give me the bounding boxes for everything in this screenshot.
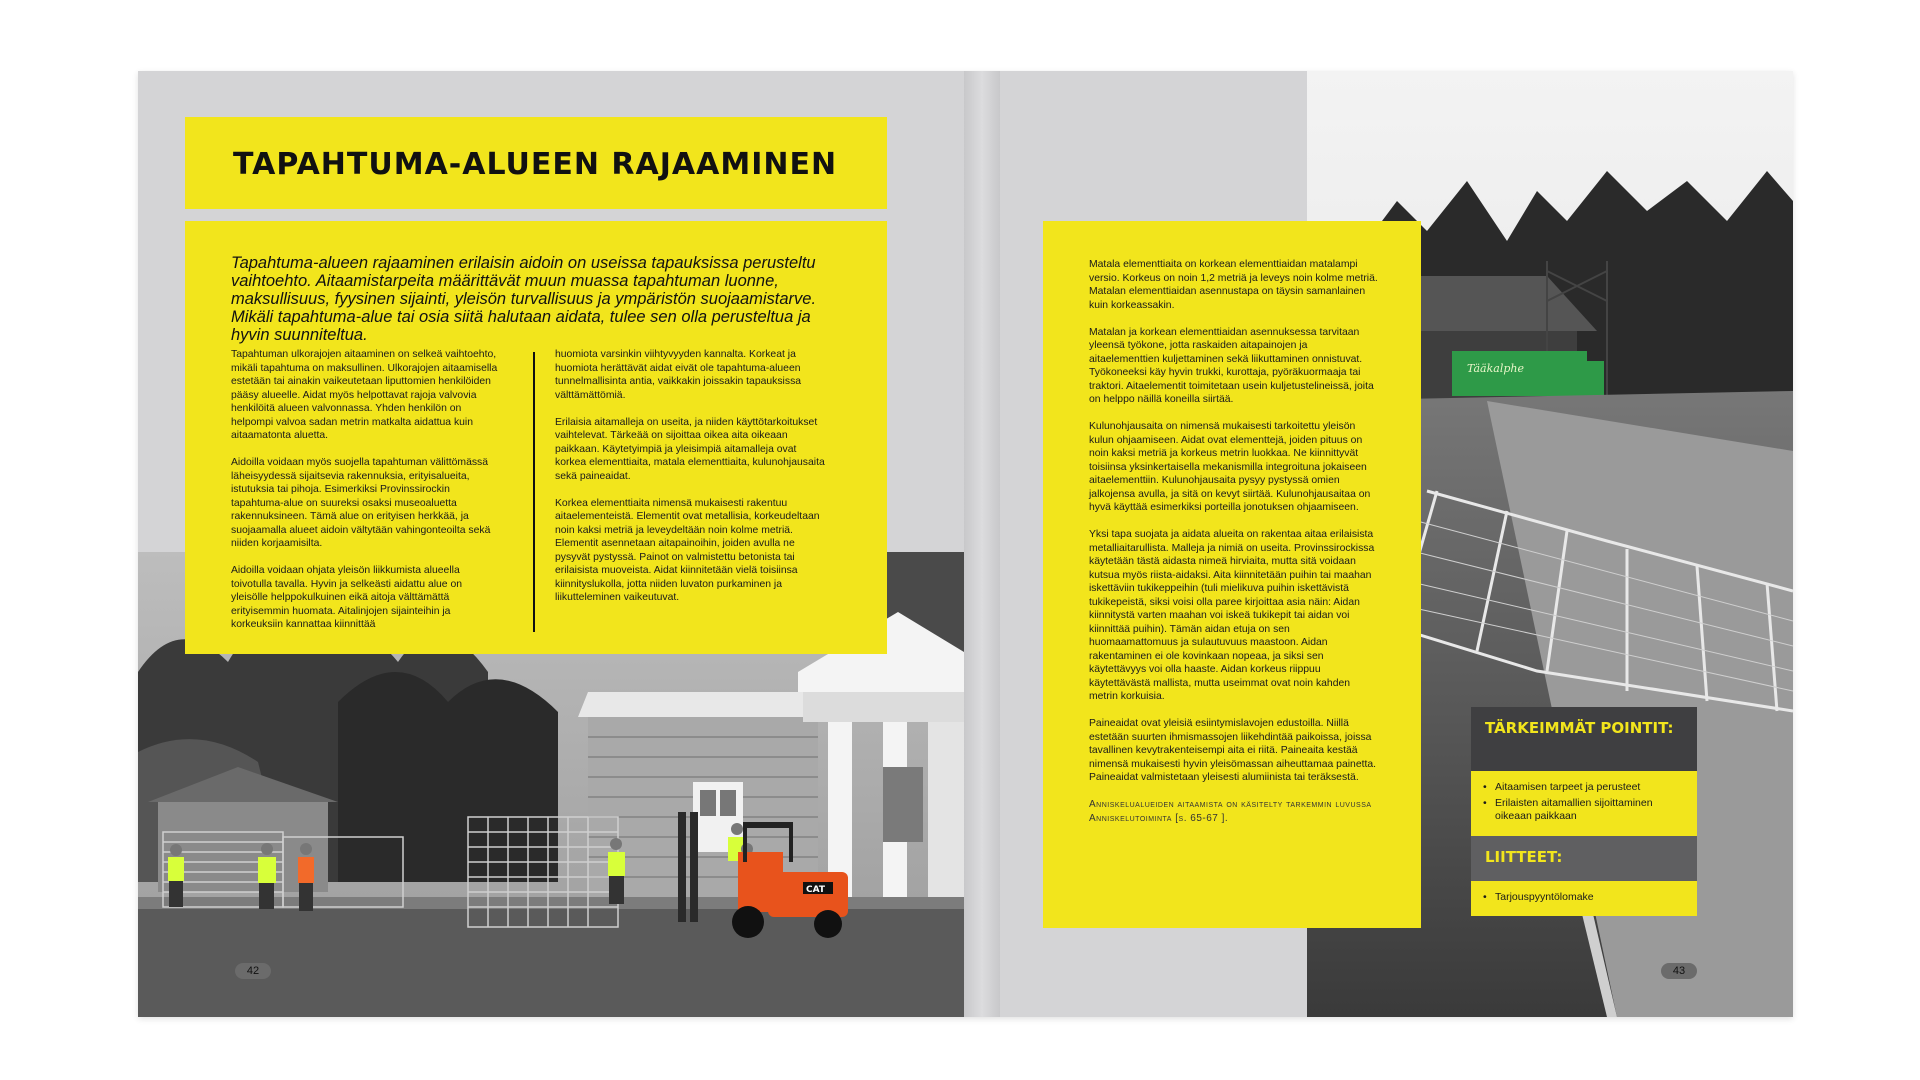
body-paragraph: huomiota varsinkin viihtyvyyden kannalta. Korkeat ja huomiota herättävät aidat eivät ole tapahtuma-alueen tunnelmallisinta antia, vaikkakin joissakin tapauksissa välttämättömiä. — [555, 349, 802, 401]
body-paragraph: Tapahtuman ulkorajojen aitaaminen on selkeä vaihtoehto, mikäli tapahtuma on maksullinen. Ulkorajojen aitaamisella estetään tai ainakin vaikeutetaan liputtomien henkilöiden pääsy alueelle. Aidat myös helpottavat rajoja valvovia henkilöitä alueen valvonnassa. Yhden henkilön on helpompi valvoa sadan metrin matkalta aidattua kuin aitaamatonta aluetta. — [231, 349, 498, 441]
page-number-left: 42 — [235, 963, 271, 979]
title-box — [185, 117, 887, 209]
truck-lettering: Tääkalphe — [1467, 362, 1524, 375]
body-paragraph: Yksi tapa suojata ja aidata alueita on rakentaa aitaa erilaisista metalliaitarullista. Malleja ja nimiä on useita. Provinssirockissa käytetään tästä aidasta nimeä hirviaita, mutta sitä voidaan kutsua myös riista-aidaksi. Aita kiinnitetään puihin tai maahan iskettäviin tukikeppeihin (tuli mielikuva puihin iskettävistä tukikepeistä, siksi voisi olla paree kirjoittaa asia näin: Aidan kiinnitystä varten maahan voi iskeä tukikepit tai aidan voi kiinnittää puihin). Tämän aidan etuja on sen huomaamattomuus ja sulautuvuus maastoon. Aidan rakentaminen ei ole kovinkaan nopeaa, ja siksi sen käytettävyys voi olla haaste. Aidan korkeus riippuu käytettävästä mallista, mutta useimmat ovat noin kahden metrin korkuisia. — [1089, 529, 1375, 702]
body-paragraph: Erilaisia aitamalleja on useita, ja niiden käyttötarkoitukset vaihtelevat. Tärkeää on sijoittaa oikea aita oikeaan paikkaan. Käytetyimpiä ja yleisimpiä aitamalleja ovat korkea elementtiaita, matala elementtiaita, kulunohjausaita sekä paineaidat. — [555, 416, 825, 482]
attachments-list — [1471, 881, 1697, 917]
page-title: TAPAHTUMA-ALUEEN RAJAAMINEN — [233, 147, 838, 182]
body-paragraph: Aidoilla voidaan myös suojella tapahtuman välittömässä läheisyydessä sijaitsevia rakennuksia, erityisalueita, istutuksia tai pihoja. Esimerkiksi Provinssirockin tapahtuma-alue on suureksi osaksi museoaluetta rakennuksineen. Tämä alue on erityisen herkkää, ja suojaamalla alueet aidoin vältytään vahingonteoilta sekä niiden korjaamisilta. — [231, 457, 491, 549]
page-gutter — [964, 71, 1000, 1017]
text-column-right — [1089, 258, 1379, 839]
key-points-sidebar — [1471, 707, 1697, 916]
text-column-middle — [555, 348, 825, 618]
list-item: • Erilaisten aitamallien sijoittaminen oikeaan paikkaan — [1483, 797, 1685, 824]
key-points-list — [1471, 771, 1697, 836]
right-text-box — [1043, 221, 1421, 928]
body-paragraph: Matalan ja korkean elementtiaidan asennuksessa tarvitaan yleensä työkone, jotta raskaiden aitapainojen ja aitaelementtien kuljettaminen sekä liikuttaminen onnistuvat. Työkoneeksi käy hyvin trukki, kurottaja, pyöräkuormaaja tai traktori. Aitaelementit toimitetaan usein kuljetustelineissä, joita on helppo näillä koneilla siirtää. — [1089, 326, 1374, 405]
key-points-heading: TÄRKEIMMÄT POINTIT: — [1471, 707, 1697, 771]
lead-paragraph: Tapahtuma-alueen rajaaminen erilaisin aidoin on useissa tapauksissa perusteltu vaihtoehto. Aitaamistarpeita määrittävät muun muassa tapahtuman luonne, maksullisuus, fyysinen sijainti, yleisön turvallisuus ja ympäristön suojaamistarve. Mikäli tapahtuma-alue tai osia siitä halutaan aidata, tulee sen olla perusteltua ja hyvin suunniteltua. — [231, 254, 817, 344]
list-item: • Aitaamisen tarpeet ja perusteet — [1483, 781, 1685, 795]
body-paragraph: Matala elementtiaita on korkean elementtiaidan matalampi versio. Korkeus on noin 1,2 metriä ja leveys noin kolme metriä. Matalan elementtiaidan asennustapa on täysin samanlainen kuin korkeassakin. — [1089, 259, 1378, 311]
text-column-left — [231, 348, 501, 645]
list-item: • Tarjouspyyntölomake — [1483, 891, 1685, 905]
body-paragraph: Kulunohjausaita on nimensä mukaisesti tarkoitettu yleisön kulun ohjaamiseen. Aidat ovat elementtejä, joiden pituus on noin kaksi metriä ja korkeus metrin luokkaa. Ne kiinnittyvät toisiinsa yksinkertaisella mekanismilla integroituna jokaiseen aitaelementtiin. Kulunohjausaita pysyy pystyssä omien jalkojensa avulla, ja sitä on kevyt siirtää. Kulunohjausaitaa on hyvä käyttää esimerkiksi porteilla jonotuksen ohjaamiseen. — [1089, 421, 1371, 513]
body-paragraph: Paineaidat ovat yleisiä esiintymislavojen edustoilla. Niillä estetään suurten ihmismassojen liikehdintää paikoissa, joissa tavallinen kevytrakenteisempi aita ei riitä. Paineaita kestää nimensä mukaisesti hyvin yleisömassan aiheuttamaa painetta. Paineaidat valmistetaan yleisesti alumiinista tai teräksestä. — [1089, 718, 1377, 783]
forklift-brand: CAT — [806, 885, 826, 895]
attachments-heading: LIITTEET: — [1471, 836, 1697, 881]
cross-reference: Anniskelualueiden aitaamista on käsitelty tarkemmin luvussa Anniskelutoiminta [s. 65-67 ]. — [1089, 799, 1372, 824]
main-text-box — [185, 221, 887, 654]
column-divider — [533, 352, 535, 632]
body-paragraph: Korkea elementtiaita nimensä mukaisesti rakentuu aitaelementeistä. Elementit ovat metallisia, korkeudeltaan noin kaksi metriä ja leveydeltään noin kolme metriä. Elementit asennetaan aitapainoihin, joiden avulla ne pysyvät pystyssä. Painot on valmistettu betonista tai erilaisista muoveista. Aidat kiinnitetään vielä toisiinsa kiinnityslukolla, jotta niiden luvaton purkaminen ja liikutteleminen vaikeutuvat. — [555, 497, 820, 603]
page-number-right: 43 — [1661, 963, 1697, 979]
body-paragraph: Aidoilla voidaan ohjata yleisön liikkumista alueella toivotulla tavalla. Hyvin ja selkeästi aidattu alue on yleisölle helppokulkuinen eikä aitoja välttämättä erityisemmin huomata. Aitalinjojen sijainteihin ja korkeuksiin kannattaa kiinnittää — [231, 565, 463, 630]
